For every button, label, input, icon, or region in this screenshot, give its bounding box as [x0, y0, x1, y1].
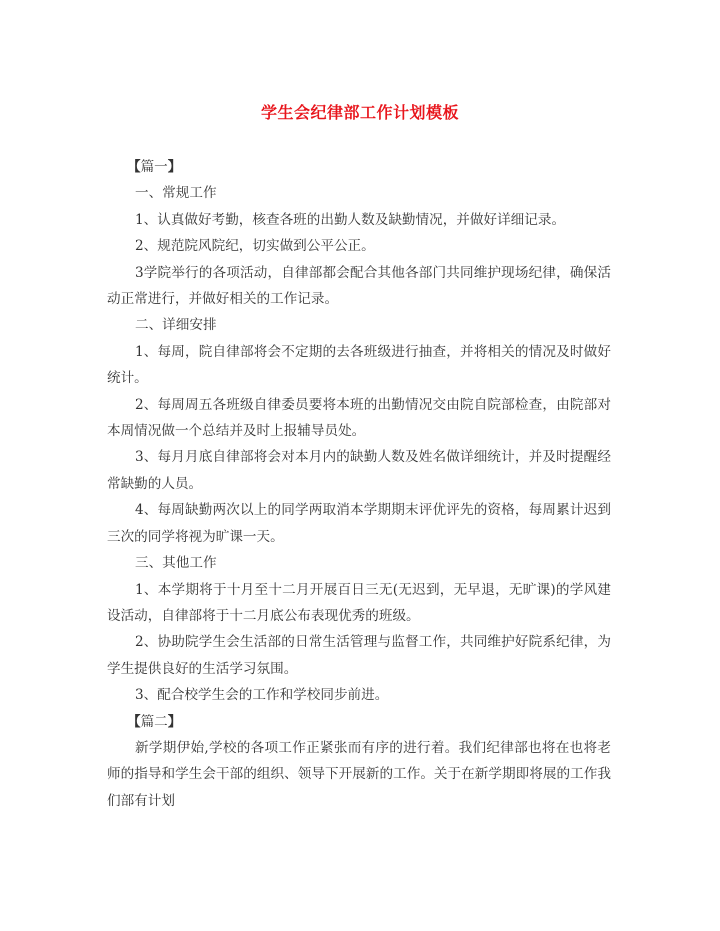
document-body	[107, 154, 611, 814]
heading-detailed-arrangement: 二、详细安排	[135, 317, 217, 334]
bracket-open: 【	[127, 713, 141, 730]
paragraph: 3、配合校学生会的工作和学校同步前进。	[135, 687, 389, 704]
paragraph: 2、协助院学生会生活部的日常生活管理与监督工作，共同维护好院系纪律，为学生提供良好的生活学习氛围。	[107, 634, 611, 677]
heading-other-work: 三、其他工作	[135, 555, 217, 572]
paragraph: 1、认真做好考勤，核查各班的出勤人数及缺勤情况，并做好详细记录。	[135, 211, 566, 228]
section-label-text: 篇一	[140, 159, 168, 175]
paragraph: 1、每周，院自律部将会不定期的去各班级进行抽查，并将相关的情况及时做好统计。	[107, 343, 611, 387]
bracket-close: 】	[167, 159, 182, 175]
bracket-open: 【	[127, 159, 141, 175]
heading-routine-work: 一、常规工作	[135, 185, 217, 202]
bracket-close: 】	[167, 713, 182, 730]
document-title: 学生会纪律部工作计划模板	[260, 103, 459, 122]
paragraph: 新学期伊始,学校的各项工作正紧张而有序的进行着。我们纪律部也将在也将老师的指导和学生会干部的组织、领导下开展新的工作。关于在新学期即将展的工作我们部有计划	[107, 739, 611, 809]
paragraph: 3学院举行的各项活动，自律部都会配合其他各部门共同维护现场纪律，确保活动正常进行，并做好相关的工作记录。	[107, 264, 611, 308]
section-label-2	[107, 709, 611, 735]
paragraph: 4、每周缺勤两次以上的同学两取消本学期期末评优评先的资格，每周累计迟到三次的同学将视为旷课一天。	[107, 502, 611, 545]
section-label-text: 篇二	[140, 713, 168, 730]
section-label-1	[107, 154, 611, 180]
paragraph: 3、每月月底自律部将会对本月内的缺勤人数及姓名做详细统计，并及时提醒经常缺勤的人员。	[107, 449, 611, 492]
paragraph: 1、本学期将于十月至十二月开展百日三无(无迟到，无早退，无旷课)的学风建设活动，自律部将于十二月底公布表现优秀的班级。	[107, 581, 611, 624]
paragraph: 2、每周周五各班级自律委员要将本班的出勤情况交由院自院部检查，由院部对本周情况做一个总结并及时上报辅导员处。	[107, 396, 611, 440]
paragraph: 2、规范院风院纪，切实做到公平公正。	[135, 238, 375, 255]
